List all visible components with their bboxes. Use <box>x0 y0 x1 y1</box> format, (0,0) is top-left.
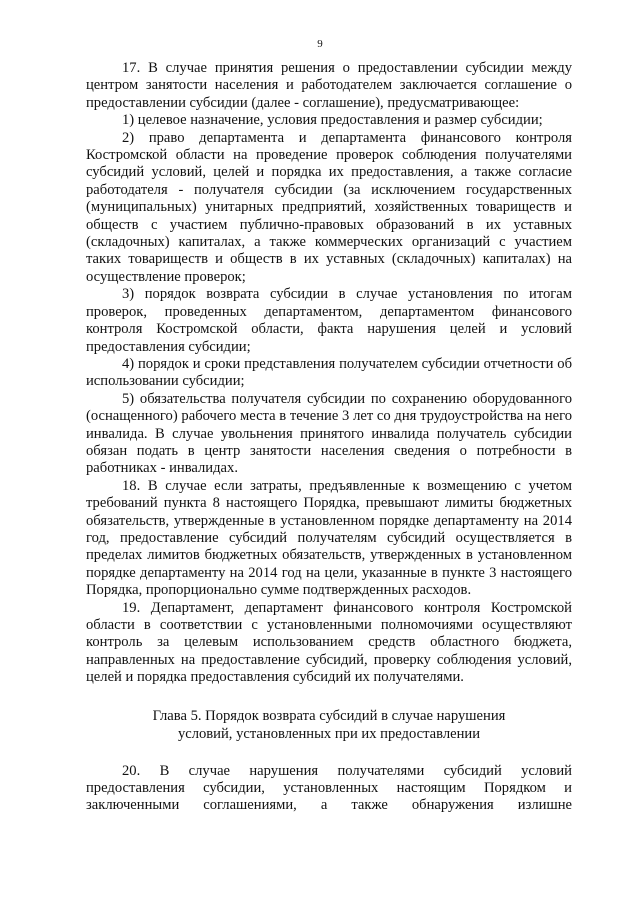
list-item-5: 5) обязательства получателя субсидии по сохранению оборудованного (оснащенного) рабочего места в течение 3 лет со дня трудоустройства на него инвалида. В случае увольнения принятого инвалида получатель субсидии обязан подать в центр занятости населения сведения о потребности в работниках - инвалидах. <box>86 390 572 477</box>
list-item-1: 1) целевое назначение, условия предоставления и размер субсидии; <box>122 112 543 129</box>
paragraph-20: 20. В случае нарушения получателями субсидий условий предоставления субсидии, установленных настоящим Порядком и заключенными соглашениями, а также обнаружения излишне <box>86 762 572 814</box>
paragraph-17: 17. В случае принятия решения о предоставлении субсидии между центром занятости населения и работодателем заключается соглашение о предоставлении субсидии (далее - соглашение), предусматривающее: <box>86 60 572 111</box>
document-body <box>86 60 572 815</box>
paragraph-19: 19. Департамент, департамент финансового контроля Костромской области в соответствии с установленными полномочиями осуществляют контроль за целевым использованием средств областного бюджета, направленных на предоставление субсидий, проверку соблюдения условий, целей и порядка предоставления субсидий их получателями. <box>86 599 572 686</box>
page-number: 9 <box>317 38 323 50</box>
paragraph-18: 18. В случае если затраты, предъявленные к возмещению с учетом требований пункта 8 настоящего Порядка, превышают лимиты бюджетных обязательств, утвержденные в установленном порядке департаменту на 2014 год, предоставление субсидий получателям субсидий осуществляется в пределах лимитов бюджетных обязательств, утвержденных в установленном порядке департаменту на 2014 год на цели, указанные в пункте 3 настоящего Порядка, пропорционально сумме подтвержденных расходов. <box>86 477 572 599</box>
chapter-heading-line-1: Глава 5. Порядок возврата субсидий в случае нарушения <box>152 707 506 724</box>
chapter-heading <box>86 707 572 743</box>
list-item-2: 2) право департамента и департамента финансового контроля Костромской области на проведение проверок соблюдения получателями субсидий условий, целей и порядка их предоставления, а также согласие работодателя - получателя субсидии (за исключением государственных (муниципальных) унитарных предприятий, хозяйственных товариществ и обществ с участием публично-правовых образований в их уставных (складочных) капиталах, а также коммерческих организаций с участием таких товариществ и обществ в их уставных (складочных) капиталах) на осуществление проверок; <box>86 129 572 285</box>
chapter-heading-line-2: условий, установленных при их предоставлении <box>177 725 481 742</box>
list-item-4: 4) порядок и сроки представления получателем субсидии отчетности об использовании субсидии; <box>86 355 572 390</box>
list-item-3: 3) порядок возврата субсидии в случае установления по итогам проверок, проведенных департаментом, департаментом финансового контроля Костромской области, факта нарушения целей и условий предоставления субсидии; <box>86 286 572 355</box>
